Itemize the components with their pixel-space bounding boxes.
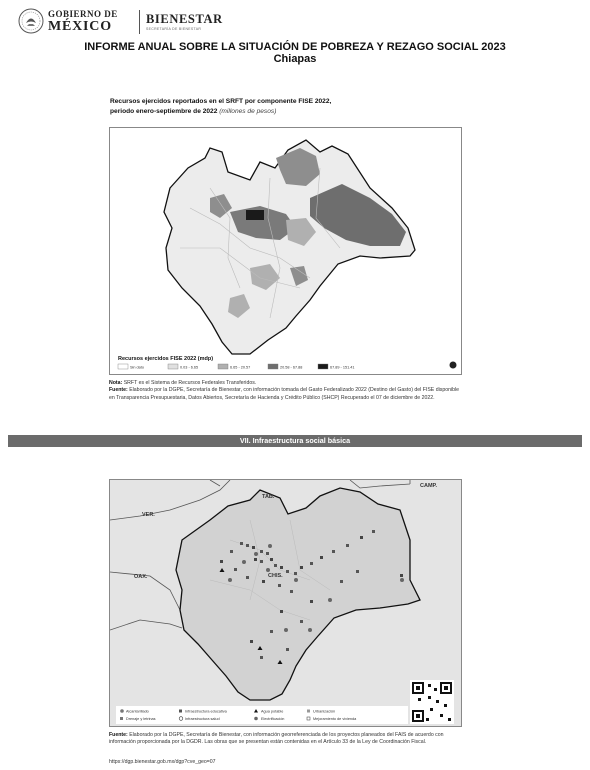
report-state: Chiapas xyxy=(273,53,317,65)
legend2-label-0: Alcantarillado xyxy=(126,709,149,714)
map1-svg xyxy=(110,128,461,374)
bienestar-logo-text: BIENESTAR xyxy=(146,12,223,26)
legend2-label-6: Electrificación xyxy=(261,717,285,721)
legend-swatch-4 xyxy=(318,364,328,369)
map1-caption-line2: periodo enero-septiembre de 2022 (millones de pesos) xyxy=(110,108,277,115)
logo-divider xyxy=(139,10,140,34)
bienestar-sub-text: SECRETARÍA DE BIENESTAR xyxy=(146,27,202,31)
label-oax: OAX. xyxy=(134,574,148,580)
north-arrow-icon xyxy=(450,362,457,369)
map2-infrastructure xyxy=(109,479,462,727)
map1-legend xyxy=(118,356,355,370)
map1-caption-line1: Recursos ejercidos reportados en el SRFT por componente FISE 2022, xyxy=(110,98,332,105)
report-title: INFORME ANUAL SOBRE LA SITUACIÓN DE POBREZA Y REZAGO SOCIAL 2023 xyxy=(84,41,506,53)
electrificacion-icon xyxy=(254,717,258,721)
legend-swatch-2 xyxy=(218,364,228,369)
drenaje-icon xyxy=(120,717,123,720)
map1-fise-resources xyxy=(109,127,462,375)
legend-label-1: 0.03 - 6.65 xyxy=(180,365,199,370)
map2-notes xyxy=(109,732,461,747)
map2-legend xyxy=(116,706,408,724)
legend-label-0: Sin dato xyxy=(130,365,144,370)
map2-svg xyxy=(110,480,461,726)
qr-code-icon xyxy=(410,680,454,724)
label-ver: VER. xyxy=(142,512,155,518)
map2-source: Fuente: Elaborado por la DGPE, Secretaría de Bienestar, con información georreferenciada de los proyectos planeados del FAIS de acuerdo con información proporcionada por la DGDR. Las obras que se presentan están contenidas en el Artículo 33 de la Ley de Coordinación Fiscal. xyxy=(109,732,444,746)
alcantarillado-icon xyxy=(120,709,124,713)
map1-note: Nota: SRFT es el Sistema de Recursos Federales Transferidos. xyxy=(109,380,257,386)
map1-notes xyxy=(109,380,461,402)
legend2-label-7: Mejoramiento de vivienda xyxy=(313,717,357,721)
label-tab: TAB. xyxy=(262,494,275,500)
map1-source: Fuente: Elaborado por la DGPE, Secretaría de Bienestar, con información tomada del Gasto Federalizado 2022 (Destino del Gasto) del FISE disponible en Transparencia Presupuestaria, Datos Abiertos, Secretaría de Hacienda y Crédito Público (SHCP) Recuperado el 07 de diciembre de 2022. xyxy=(109,387,460,401)
legend-swatch-0 xyxy=(118,364,128,369)
legend-label-3: 20.58 - 67.88 xyxy=(280,365,303,370)
section-title-bar: VII. Infraestructura social básica xyxy=(8,435,582,447)
educacion-icon xyxy=(179,710,182,713)
legend-label-4: 67.89 - 151.41 xyxy=(330,365,355,370)
coat-of-arms-icon xyxy=(18,8,44,34)
urbanizacion-icon xyxy=(307,710,310,713)
legend2-label-3: Urbanización xyxy=(313,709,336,714)
legend2-label-4: Drenaje y letrinas xyxy=(126,717,156,721)
legend-swatch-3 xyxy=(268,364,278,369)
legend2-label-1: Infraestructura educativa xyxy=(185,709,227,714)
map1-legend-title: Recursos ejercidos FISE 2022 (mdp) xyxy=(118,356,214,362)
map1-caption xyxy=(110,97,470,117)
gobierno-line2: MÉXICO xyxy=(48,19,112,34)
zone-darkest-tuxtla xyxy=(246,210,264,220)
gobierno-line1: GOBIERNO DE xyxy=(48,9,118,19)
label-camp: CAMP. xyxy=(420,483,438,489)
header-logos xyxy=(18,8,318,38)
legend2-label-2: Agua potable xyxy=(261,709,284,714)
legend-swatch-1 xyxy=(168,364,178,369)
label-chis: CHIS. xyxy=(268,573,283,579)
legend-label-2: 6.65 - 20.57 xyxy=(230,365,251,370)
map2-url-link[interactable]: https://dgp.bienestar.gob.mx/dgp?cve_geo=07 xyxy=(109,759,216,765)
legend2-label-5: Infraestructura salud xyxy=(185,717,220,721)
